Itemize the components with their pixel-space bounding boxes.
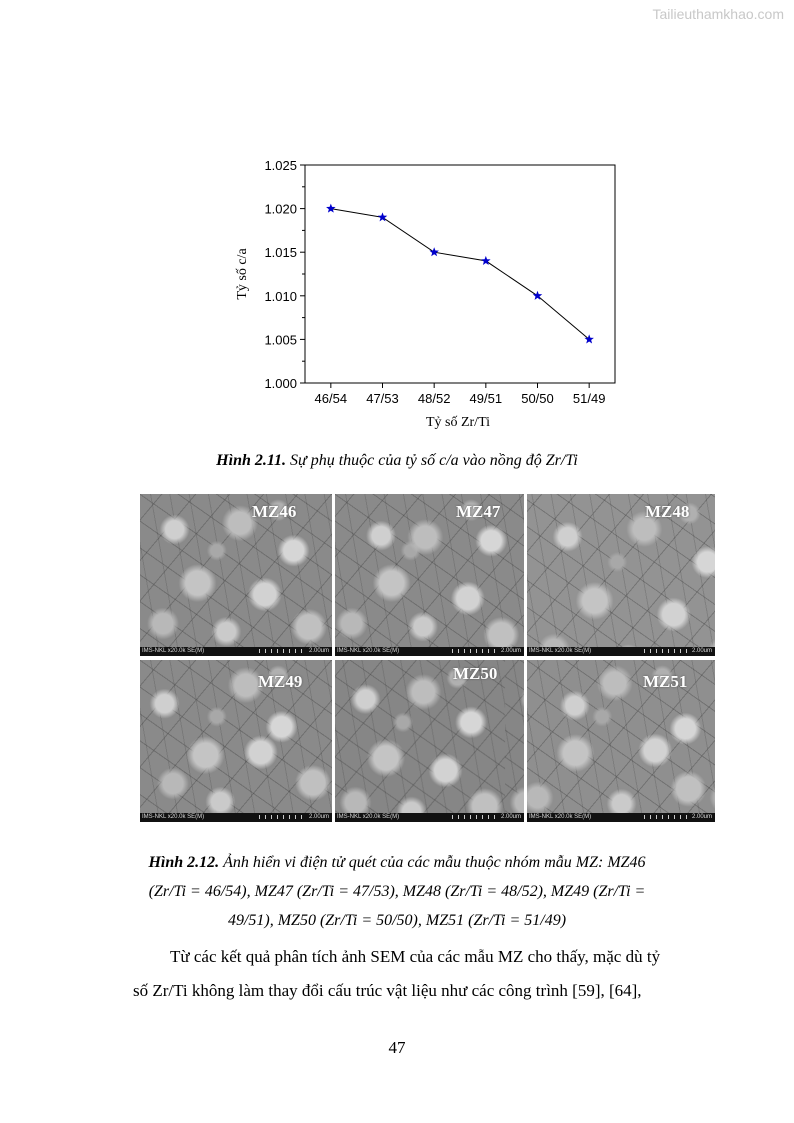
x-tick-label: 49/51 bbox=[469, 391, 503, 406]
sem-scale: 2.00um bbox=[308, 648, 329, 654]
scale-ticks bbox=[452, 815, 497, 819]
sem-image-mz48 bbox=[527, 494, 715, 656]
figure-2-12-caption bbox=[0, 848, 794, 935]
y-axis-label: Tỷ số c/a bbox=[235, 248, 250, 300]
sem-info: IMS-NKL x20.0k SE(M) bbox=[337, 648, 400, 654]
sem-info: IMS-NKL x20.0k SE(M) bbox=[142, 814, 205, 820]
sem-info-bar bbox=[335, 647, 524, 656]
y-tick-label: 1.000 bbox=[264, 376, 297, 391]
data-point-star bbox=[429, 247, 439, 256]
figure-2-12-line-2: (Zr/Ti = 46/54), MZ47 (Zr/Ti = 47/53), MZ48 (Zr/Ti = 48/52), MZ49 (Zr/Ti = bbox=[148, 883, 646, 900]
data-point-star bbox=[326, 204, 336, 213]
sem-info-bar bbox=[140, 647, 332, 656]
sem-image-mz50 bbox=[335, 660, 524, 822]
plot-frame bbox=[305, 165, 615, 383]
sem-info-bar bbox=[335, 813, 524, 822]
y-tick-label: 1.015 bbox=[264, 245, 297, 261]
sem-label: MZ51 bbox=[643, 672, 688, 691]
chart-c-a-vs-zr-ti bbox=[225, 150, 625, 440]
figure-2-12-line-1 bbox=[0, 848, 794, 877]
sem-scale: 2.00um bbox=[500, 814, 521, 820]
body-paragraph bbox=[133, 940, 719, 1008]
scale-ticks bbox=[452, 649, 497, 653]
sem-scale: 2.00um bbox=[691, 814, 712, 820]
x-axis-label: Tỷ số Zr/Ti bbox=[425, 415, 491, 430]
x-tick-label: 48/52 bbox=[417, 391, 451, 406]
sem-info: IMS-NKL x20.0k SE(M) bbox=[529, 814, 592, 820]
sem-label: MZ50 bbox=[453, 664, 498, 683]
figure-2-12-text: Ảnh hiển vi điện tử quét của các mẫu thuộc nhóm mẫu MZ: MZ46 bbox=[223, 854, 646, 871]
x-tick-label: 51/49 bbox=[572, 391, 606, 406]
sem-info-bar bbox=[140, 813, 332, 822]
sem-label: MZ46 bbox=[252, 502, 297, 521]
scale-ticks bbox=[644, 649, 689, 653]
y-tick-label: 1.010 bbox=[264, 288, 297, 304]
sem-image-mz49 bbox=[140, 660, 332, 822]
figure-2-11-caption bbox=[0, 452, 794, 470]
watermark: Tailieuthamkhao.com bbox=[652, 6, 784, 22]
sem-label: MZ49 bbox=[258, 672, 303, 691]
sem-scale: 2.00um bbox=[500, 648, 521, 654]
scale-ticks bbox=[644, 815, 689, 819]
sem-image-grid bbox=[140, 494, 715, 822]
sem-info-bar bbox=[527, 813, 715, 822]
body-line-2: số Zr/Ti không làm thay đổi cấu trúc vật liệu như các công trình [59], [64], bbox=[133, 981, 642, 1000]
sem-image-mz51 bbox=[527, 660, 715, 822]
series bbox=[326, 204, 594, 344]
page-number: 47 bbox=[388, 1038, 406, 1057]
scale-ticks bbox=[259, 649, 305, 653]
x-tick-label: 46/54 bbox=[314, 391, 348, 406]
figure-2-12-line-3: 49/51), MZ50 (Zr/Ti = 50/50), MZ51 (Zr/Ti = 51/49) bbox=[227, 912, 567, 929]
x-axis bbox=[315, 383, 606, 406]
sem-label: MZ48 bbox=[645, 502, 690, 521]
x-tick-label: 50/50 bbox=[521, 391, 554, 406]
sem-info: IMS-NKL x20.0k SE(M) bbox=[337, 814, 400, 820]
figure-2-11-text: Sự phụ thuộc của tỷ số c/a vào nồng độ Zr/Ti bbox=[289, 452, 578, 469]
figure-2-11-number: Hình 2.11. bbox=[216, 452, 286, 469]
sem-scale: 2.00um bbox=[691, 648, 712, 654]
sem-scale: 2.00um bbox=[308, 814, 329, 820]
plot-border bbox=[305, 165, 615, 383]
series-line bbox=[331, 209, 589, 340]
body-line-1-text: Từ các kết quả phân tích ảnh SEM của các mẫu MZ cho thấy, mặc dù tỷ bbox=[170, 947, 661, 966]
y-tick-label: 1.020 bbox=[264, 201, 297, 217]
y-axis bbox=[264, 158, 305, 391]
x-tick-label: 47/53 bbox=[366, 391, 399, 406]
sem-info-bar bbox=[527, 647, 715, 656]
figure-2-12-number: Hình 2.12. bbox=[148, 854, 220, 871]
y-tick-label: 1.005 bbox=[264, 332, 297, 348]
sem-label: MZ47 bbox=[456, 502, 501, 521]
sem-image-mz47 bbox=[335, 494, 524, 656]
sem-info: IMS-NKL x20.0k SE(M) bbox=[529, 648, 592, 654]
body-line-1 bbox=[133, 940, 719, 974]
sem-image-mz46 bbox=[140, 494, 332, 656]
sem-info: IMS-NKL x20.0k SE(M) bbox=[142, 648, 205, 654]
scale-ticks bbox=[259, 815, 305, 819]
y-tick-label: 1.025 bbox=[264, 158, 297, 173]
data-point-star bbox=[584, 334, 594, 343]
